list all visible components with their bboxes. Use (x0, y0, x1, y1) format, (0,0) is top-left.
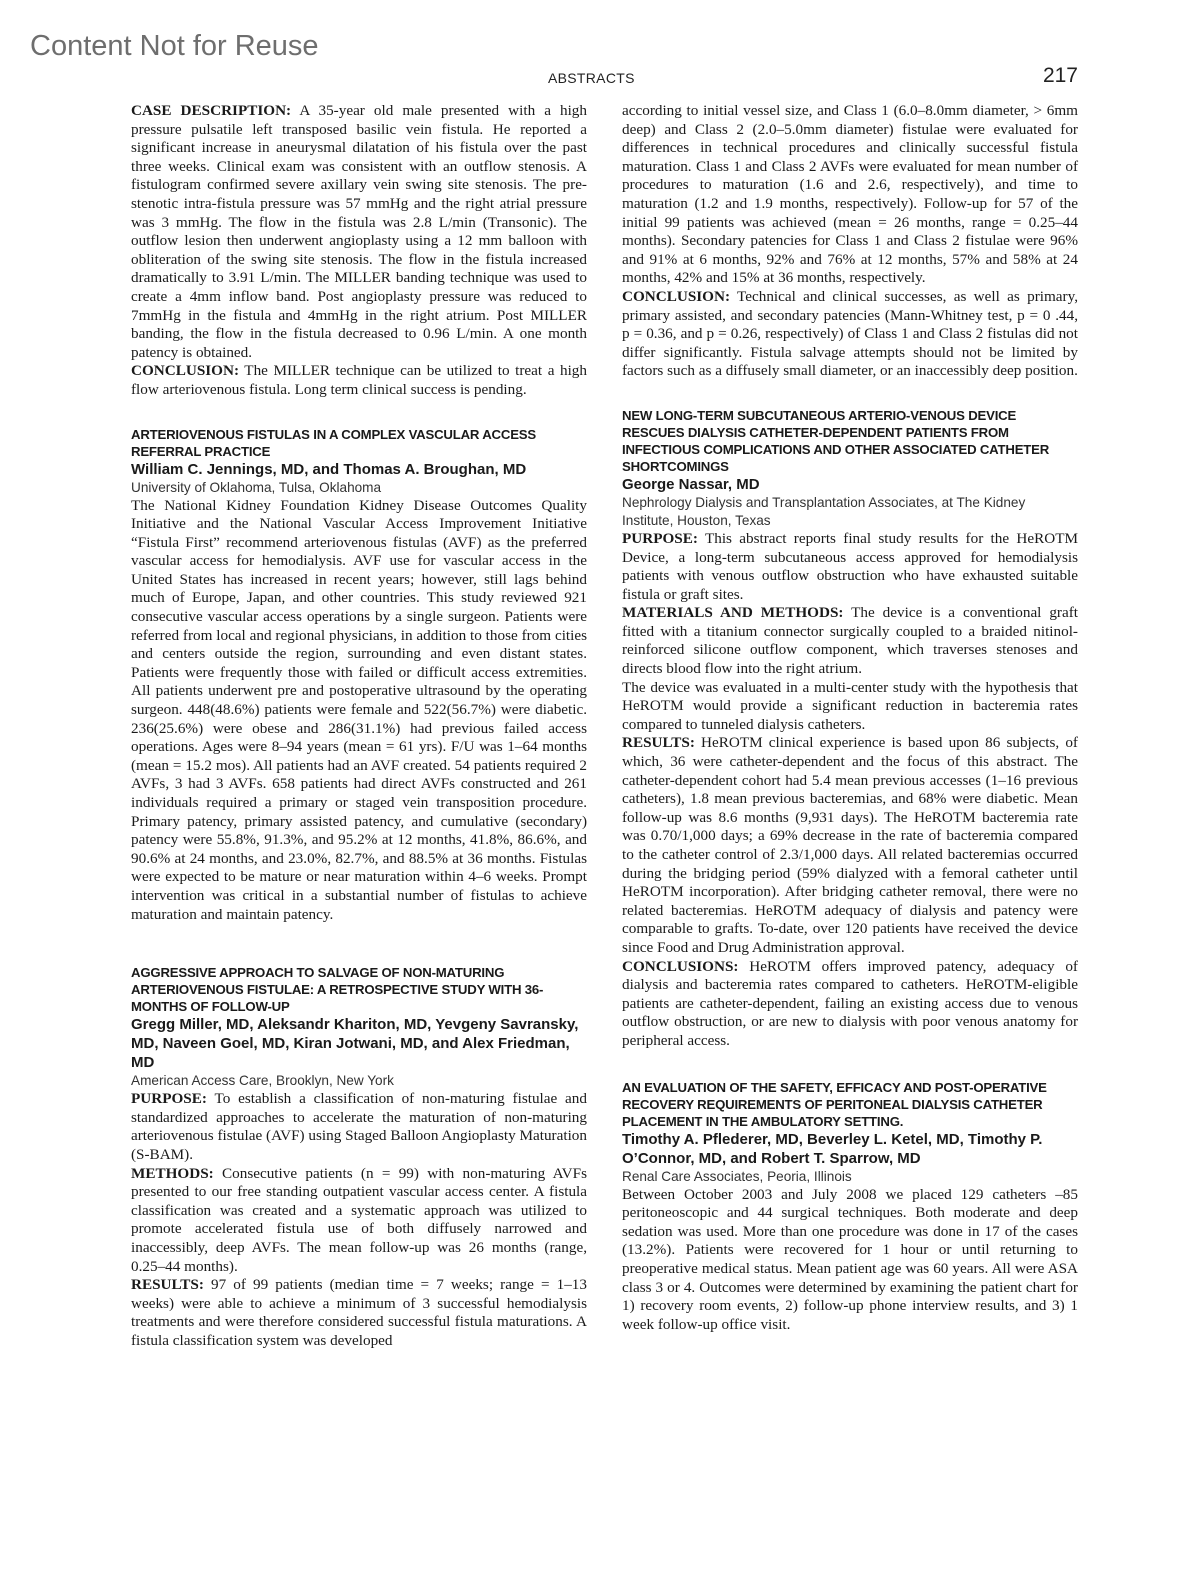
section-text: A 35-year old male presented with a high pressure pulsatile left transposed basilic vein fistula. He reported a significant increase in aneurysmal dilatation of his fistula over the past three weeks. Clinical exam was consistent with an outflow stenosis. A fistulogram confirmed severe axillary vein swing site stenosis. The pre-stenotic intra-fistula pressure was 57 mmHg and the right atrial pressure was 3 mmHg. The flow in the fistula was 2.8 L/min (Transonic). The outflow lesion then underwent angioplasty using a 12 mm balloon with obliteration of the swing site stenosis. The flow in the fistula increased dramatically to 3.91 L/min. The MILLER banding technique was used to create a 4mm inflow band. Post angioplasty pressure was reduced to 7mmHg in the fistula and 4mmHg in the right atrium. Post MILLER banding, the flow in the fistula decreased to 0.96 L/min. A one month patency is obtained. (131, 102, 587, 361)
left-column (131, 102, 587, 1350)
abstract-title: ARTERIOVENOUS FISTULAS IN A COMPLEX VASCULAR ACCESS REFERRAL PRACTICE (131, 426, 536, 459)
abstract-hypothesis (622, 679, 1078, 735)
abstract-title: NEW LONG-TERM SUBCUTANEOUS ARTERIO-VENOUS DEVICE RESCUES DIALYSIS CATHETER-DEPENDENT PATIENTS FROM INFECTIOUS COMPLICATIONS AND OTHER ASSOCIATED CATHETER SHORTCOMINGS (622, 407, 1050, 474)
case-description-paragraph (131, 102, 587, 362)
abstract-affiliation: Nephrology Dialysis and Transplantation Associates, at The Kidney Institute, Houston, Texas (622, 494, 1026, 528)
section-text: Consecutive patients (n = 99) with non-maturing AVFs presented to our free standing outpatient vascular access center. A fistula classification was created and a systematic approach was utilized to promote accelerated fistula use of both diffusely narrowed and inaccessibly, deep AVFs. The mean follow-up was 26 months (range, 0.25–44 months). (131, 1164, 587, 1275)
abstract-affiliation: University of Oklahoma, Tulsa, Oklahoma (131, 479, 382, 495)
section-label: RESULTS: (131, 1276, 204, 1294)
continuation-paragraph (622, 102, 1078, 288)
section-text: This abstract reports final study results for the HeROTM Device, a long-term subcutaneous access approved for hemodialysis patients with venous outflow obstruction who have exhausted suitable fistula or graft sites. (622, 529, 1078, 603)
section-text: according to initial vessel size, and Class 1 (6.0–8.0mm diameter, > 6mm deep) and Class 2 (2.0–5.0mm diameter) fistulae were evaluated for differences in technical procedures and clinically successful fistula maturation. Class 1 and Class 2 AVFs were evaluated for mean number of procedures to maturation (1.6 and 2.6, respectively), and time to maturation (1.2 and 1.9 months, respectively). Follow-up for 57 of the initial 99 patients was achieved (mean = 26 months, range = 0.25–44 months). Secondary patencies for Class 1 and Class 2 fistulae were 96% and 91% at 6 months, 92% and 76% at 12 months, 57% and 58% at 24 months, 42% and 15% at 36 months, respectively. (622, 102, 1078, 287)
section-text: 97 of 99 patients (median time = 7 weeks; range = 1–13 weeks) were able to achieve a minimum of 3 successful hemodialysis treatments and were therefore considered successful fistula maturations. A fistula classification system was developed (131, 1276, 587, 1349)
abstract-methods (622, 604, 1078, 678)
section-label: CONCLUSION: (622, 287, 731, 305)
section-text: To establish a classification of non-maturing fistulae and standardized approaches to accelerate the maturation of non-maturing arteriovenous fistulae (AVF) using Staged Balloon Angioplasty Maturation (S-BAM). (131, 1090, 587, 1163)
abstract-affiliation: Renal Care Associates, Peoria, Illinois (622, 1168, 852, 1184)
section-text: HeROTM clinical experience is based upon 86 subjects, of which, 36 were catheter-dependent and the focus of this abstract. The catheter-dependent cohort had 5.4 mean previous accesses (1–16 previous catheters), 1.8 mean previous bacteremias, and 68% were diabetic. Mean follow-up was 8.6 months (9,931 days). The HeROTM bacteremia rate was 0.70/1,000 days; a 69% decrease in the rate of bacteremia compared to the catheter control of 2.3/1,000 days. All related bacteremias occurred during the bridging period (59% dialyzed with a femoral catheter until HeROTM incorporation). After bridging catheter removal, there were no related bacteremias. HeROTM adequacy of dialysis and patency were comparable to grafts. To-date, over 120 patients have received the device since Food and Drug Administration approval. (622, 734, 1078, 956)
abstract-body: The National Kidney Foundation Kidney Disease Outcomes Quality Initiative and the National Vascular Access Improvement Initiative “Fistula First” recommend arteriovenous fistulas (AVF) as the preferred vascular access for hemodialysis. AVF use for vascular access in the United States has increased in recent years; however, still lags behind much of Europe, Japan, and other countries. This study reviewed 921 consecutive vascular access operations by a single surgeon. Patients were referred from local and regional physicians, in addition to those from cities and centers outside the region, surrounding and even distant states. Patients were frequently those with failed or difficult access extremities. All patients underwent pre and postoperative ultrasound by the operating surgeon. 448(48.6%) patients were female and 522(56.7%) were diabetic. 236(25.6%) were obese and 286(31.1%) had previous failed access operations. Ages were 8–94 years (mean = 61 yrs). F/U was 1–64 months (mean = 15.2 mos). All patients had an AVF created. 54 patients required 2 AVFs, 3 had 3 AVFs. 658 patients had direct AVFs constructed and 261 individuals required a primary or staged vein transposition procedure. Primary patency, primary assisted patency, and cumulative (secondary) patency were 55.8%, 91.3%, and 95.2% at 12 months, 41.8%, 86.6%, and 90.6% at 24 months, and 23.0%, 82.7%, and 88.5% at 36 months. Fistulas were expected to be mature or near maturation within 4–6 weeks. Prompt intervention was critical in a substantial number of fistulas to achieve maturation and maintain patency. (131, 496, 587, 923)
abstract-authors: William C. Jennings, MD, and Thomas A. Broughan, MD (131, 460, 527, 478)
abstract-fistulas-referral (131, 426, 587, 925)
abstract-body: Between October 2003 and July 2008 we placed 129 catheters –85 peritoneoscopic and 44 surgical techniques. Both moderate and deep sedation was used. More than one procedure was done in 17 of the cases (13.2%). Patients were recovered for 1 hour or until returning to preoperative medical status. Mean patient age was 60 years. All were ASA class 3 or 4. Outcomes were determined by examining the patient chart for 1) recovery room events, 2) follow-up phone interview results, and 3) 1 week follow-up office visit. (622, 1185, 1078, 1333)
section-text: The MILLER technique can be utilized to treat a high flow arteriovenous fistula. Long term clinical success is pending. (131, 362, 587, 398)
abstract-hero-device (622, 407, 1078, 1051)
abstract-conclusions (622, 958, 1078, 1051)
section-label: CONCLUSIONS: (622, 957, 739, 975)
section-label: PURPOSE: (622, 529, 698, 547)
section-label: CONCLUSION: (131, 362, 240, 380)
section-label: PURPOSE: (131, 1090, 207, 1108)
abstract-authors: George Nassar, MD (622, 475, 760, 493)
abstract-authors: Timothy A. Pflederer, MD, Beverley L. Ketel, MD, Timothy P. O’Connor, MD, and Robert T. Sparrow, MD (622, 1130, 1043, 1167)
section-label: CASE DESCRIPTION: (131, 102, 292, 119)
abstract-methods (131, 1165, 587, 1277)
continuation-conclusion (622, 288, 1078, 381)
abstract-title: AN EVALUATION OF THE SAFETY, EFFICACY AND POST-OPERATIVE RECOVERY REQUIREMENTS OF PERITONEAL DIALYSIS CATHETER PLACEMENT IN THE AMBULATORY SETTING. (622, 1079, 1047, 1129)
abstract-purpose (622, 530, 1078, 604)
case-conclusion-paragraph (131, 362, 587, 399)
section-text: The device is a conventional graft fitted with a titanium connector surgically coupled to a braided nitinol-reinforced silicone outflow component, which traverses stenoses and directs blood flow into the right atrium. (622, 604, 1079, 678)
running-head: ABSTRACTS (548, 70, 635, 86)
abstract-purpose (131, 1090, 587, 1164)
watermark: Content Not for Reuse (30, 30, 319, 62)
abstract-results (131, 1276, 587, 1350)
section-text: HeROTM offers improved patency, adequacy of dialysis and bacteremia rates compared to catheters. HeROTM-eligible patients are catheter-dependent, failing an existing access due to venous outflow obstruction, or are new to dialysis with poor venous anatomy for peripheral access. (622, 957, 1078, 1049)
section-text: Technical and clinical successes, as well as primary, primary assisted, and secondary patencies (Mann-Whitney test, p = 0 .44, p = 0.36, and p = 0.26, respectively) of Class 1 and Class 2 fistulas did not differ significantly. Fistula salvage attempts should not be limited by factors such as a diffusely small diameter, or an inaccessibly deep position. (622, 287, 1078, 380)
section-label: METHODS: (131, 1164, 214, 1182)
abstract-authors: Gregg Miller, MD, Aleksandr Khariton, MD, Yevgeny Savransky, MD, Naveen Goel, MD, Kiran Jotwani, MD, and Alex Friedman, MD (131, 1016, 579, 1072)
abstract-affiliation: American Access Care, Brooklyn, New York (131, 1073, 394, 1089)
section-text: The device was evaluated in a multi-center study with the hypothesis that HeROTM would provide a significant reduction in bacteremia rates compared to tunneled dialysis catheters. (622, 678, 1078, 733)
abstract-peritoneal-catheter (622, 1079, 1078, 1335)
right-column (622, 102, 1078, 1334)
abstract-salvage-non-maturing (131, 964, 587, 1350)
abstract-results (622, 734, 1078, 957)
abstract-title: AGGRESSIVE APPROACH TO SALVAGE OF NON-MATURING ARTERIOVENOUS FISTULAE: A RETROSPECTIVE STUDY WITH 36-MONTHS OF FOLLOW-UP (131, 965, 544, 1015)
section-label: RESULTS: (622, 734, 695, 752)
page-number: 217 (1042, 64, 1078, 87)
section-label: MATERIALS AND METHODS: (622, 604, 844, 622)
